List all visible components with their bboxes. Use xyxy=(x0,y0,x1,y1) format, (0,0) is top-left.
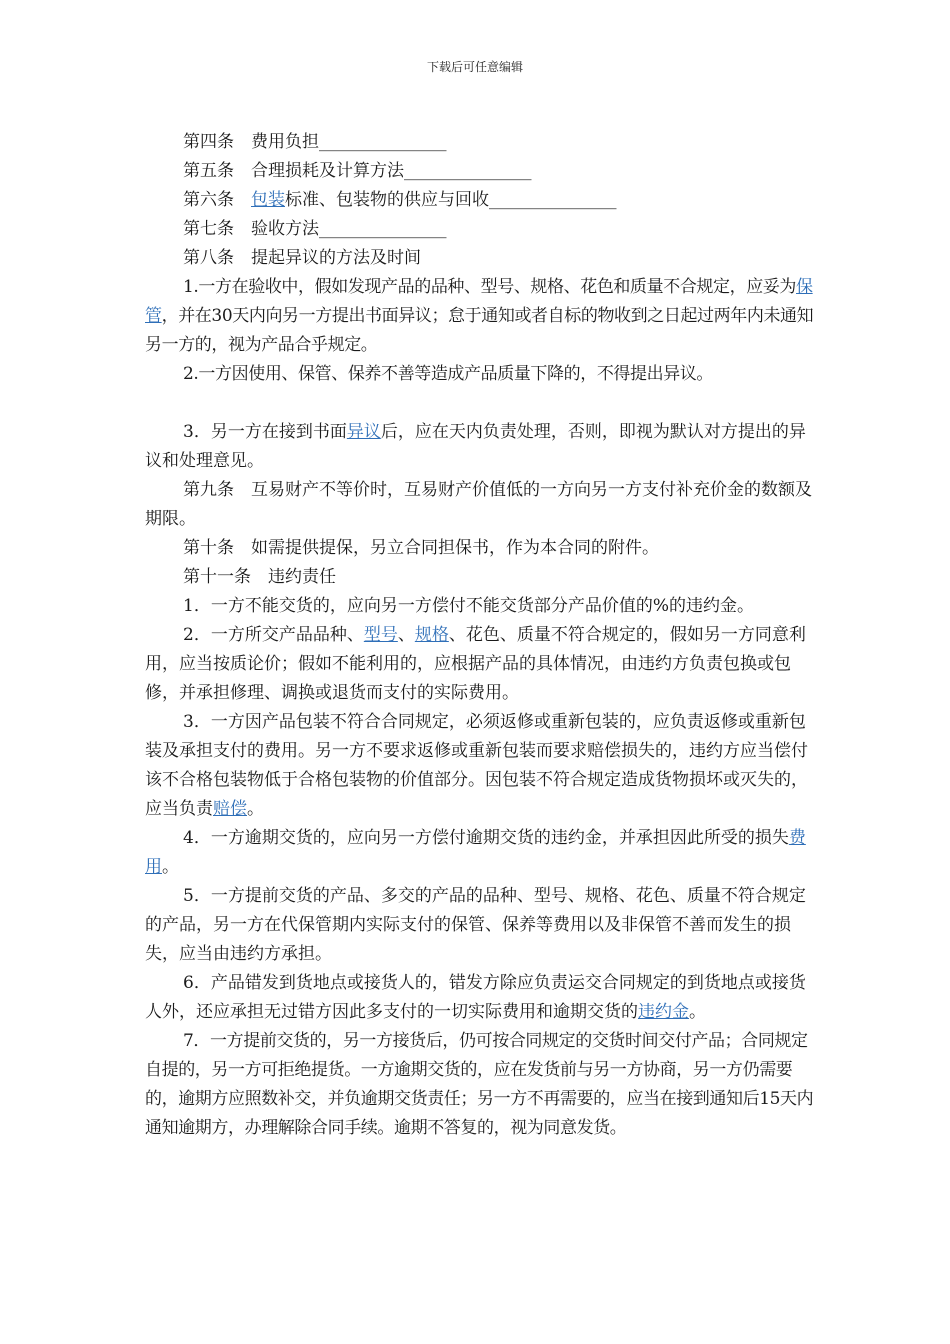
article-8: 第八条 提起异议的方法及时间 xyxy=(183,248,421,268)
link-specification[interactable]: 规格 xyxy=(414,625,449,645)
article-6 xyxy=(145,186,817,215)
article-11-clause-3 xyxy=(145,708,817,824)
link-packaging[interactable]: 包装 xyxy=(251,190,285,210)
page-header: 下载后可任意编辑 xyxy=(426,60,523,74)
article-9: 第九条 互易财产不等价时，互易财产价值低的一方向另一方支付补充价金的数额及期限。 xyxy=(145,480,812,529)
article-11-2-suffix: 、花色、质量不符合规定的，假如另一方同意利用，应当按质论价；假如不能利用的，应根据产品的具体情况，由违约方负责包换或包修，并承担修理、调换或退货而支付的实际费用。 xyxy=(145,625,806,703)
article-11-6-prefix: 6．产品错发到货地点或接货人的，错发方除应负责运交合同规定的到货地点或接货人外，还应承担无过错方因此多支付的一切实际费用和逾期交货的 xyxy=(145,973,806,1022)
article-5: 第五条 合理损耗及计算方法_______________ xyxy=(183,161,532,181)
article-8-1-suffix: ，并在30天内向另一方提出书面异议；怠于通知或者自标的物收到之日起过两年内未通知另一方的，视为产品合乎规定。 xyxy=(145,306,814,355)
link-compensation[interactable]: 赔偿 xyxy=(213,799,247,819)
link-storage[interactable]: 保管 xyxy=(145,277,813,326)
article-8-clause-1 xyxy=(145,273,817,360)
article-10: 第十条 如需提供提保，另立合同担保书，作为本合同的附件。 xyxy=(183,538,659,558)
article-11-clause-5: 5．一方提前交货的产品、多交的产品的品种、型号、规格、花色、质量不符合规定的产品，另一方在代保管期内实际支付的保管、保养等费用以及非保管不善而发生的损失，应当由违约方承担。 xyxy=(145,886,806,964)
link-objection[interactable]: 异议 xyxy=(346,422,381,442)
article-11-clause-1: 1．一方不能交货的，应向另一方偿付不能交货部分产品价值的%的违约金。 xyxy=(183,596,754,616)
article-11: 第十一条 违约责任 xyxy=(183,567,336,587)
article-8-3-suffix: 后，应在天内负责处理，否则，即视为默认对方提出的异议和处理意见。 xyxy=(145,422,806,471)
article-8-1-prefix: 1.一方在验收中，假如发现产品的品种、型号、规格、花色和质量不合规定，应妥为 xyxy=(183,277,797,297)
article-8-clause-2: 2.一方因使用、保管、保养不善等造成产品质量下降的，不得提出异议。 xyxy=(183,364,714,384)
article-8-3-prefix: 3．另一方在接到书面 xyxy=(183,422,347,442)
article-11-clause-6 xyxy=(145,969,817,1027)
article-11-3-prefix: 3．一方因产品包装不符合合同规定，必须返修或重新包装的，应负责返修或重新包装及承担支付的费用。另一方不要求返修或重新包装而要求赔偿损失的，违约方应当偿付该不合格包装物低于合格包装物的价值部分。因包装不符合规定造成货物损坏或灭失的，应当负责 xyxy=(145,712,808,819)
link-expenses[interactable]: 费用 xyxy=(145,828,806,877)
article-11-4-prefix: 4．一方逾期交货的，应向另一方偿付逾期交货的违约金，并承担因此所受的损失 xyxy=(183,828,789,848)
article-6-suffix: 标准、包装物的供应与回收_______________ xyxy=(285,190,617,210)
article-11-clause-7: 7．一方提前交货的，另一方接货后，仍可按合同规定的交货时间交付产品；合同规定自提的，另一方可拒绝提货。一方逾期交货的，应在发货前与另一方协商，另一方仍需要的，逾期方应照数补交，并负逾期交货责任；另一方不再需要的，应当在接到通知后15天内通知逾期方，办理解除合同手续。逾期不答复的，视为同意发货。 xyxy=(145,1031,814,1138)
article-11-3-suffix: 。 xyxy=(247,799,264,819)
article-11-2-separator: 、 xyxy=(397,625,415,645)
link-model[interactable]: 型号 xyxy=(363,625,398,645)
article-11-clause-2 xyxy=(145,621,817,708)
article-11-4-suffix: 。 xyxy=(162,857,179,877)
article-11-2-prefix: 2．一方所交产品品种、 xyxy=(183,625,364,645)
article-11-clause-4 xyxy=(145,824,817,882)
document-body xyxy=(145,128,817,1143)
article-6-prefix: 第六条 xyxy=(183,190,251,210)
link-penalty[interactable]: 违约金 xyxy=(638,1002,689,1022)
article-11-6-suffix: 。 xyxy=(689,1002,706,1022)
article-8-clause-3 xyxy=(145,418,817,476)
article-4: 第四条 费用负担_______________ xyxy=(183,132,447,152)
article-7: 第七条 验收方法_______________ xyxy=(183,219,447,239)
